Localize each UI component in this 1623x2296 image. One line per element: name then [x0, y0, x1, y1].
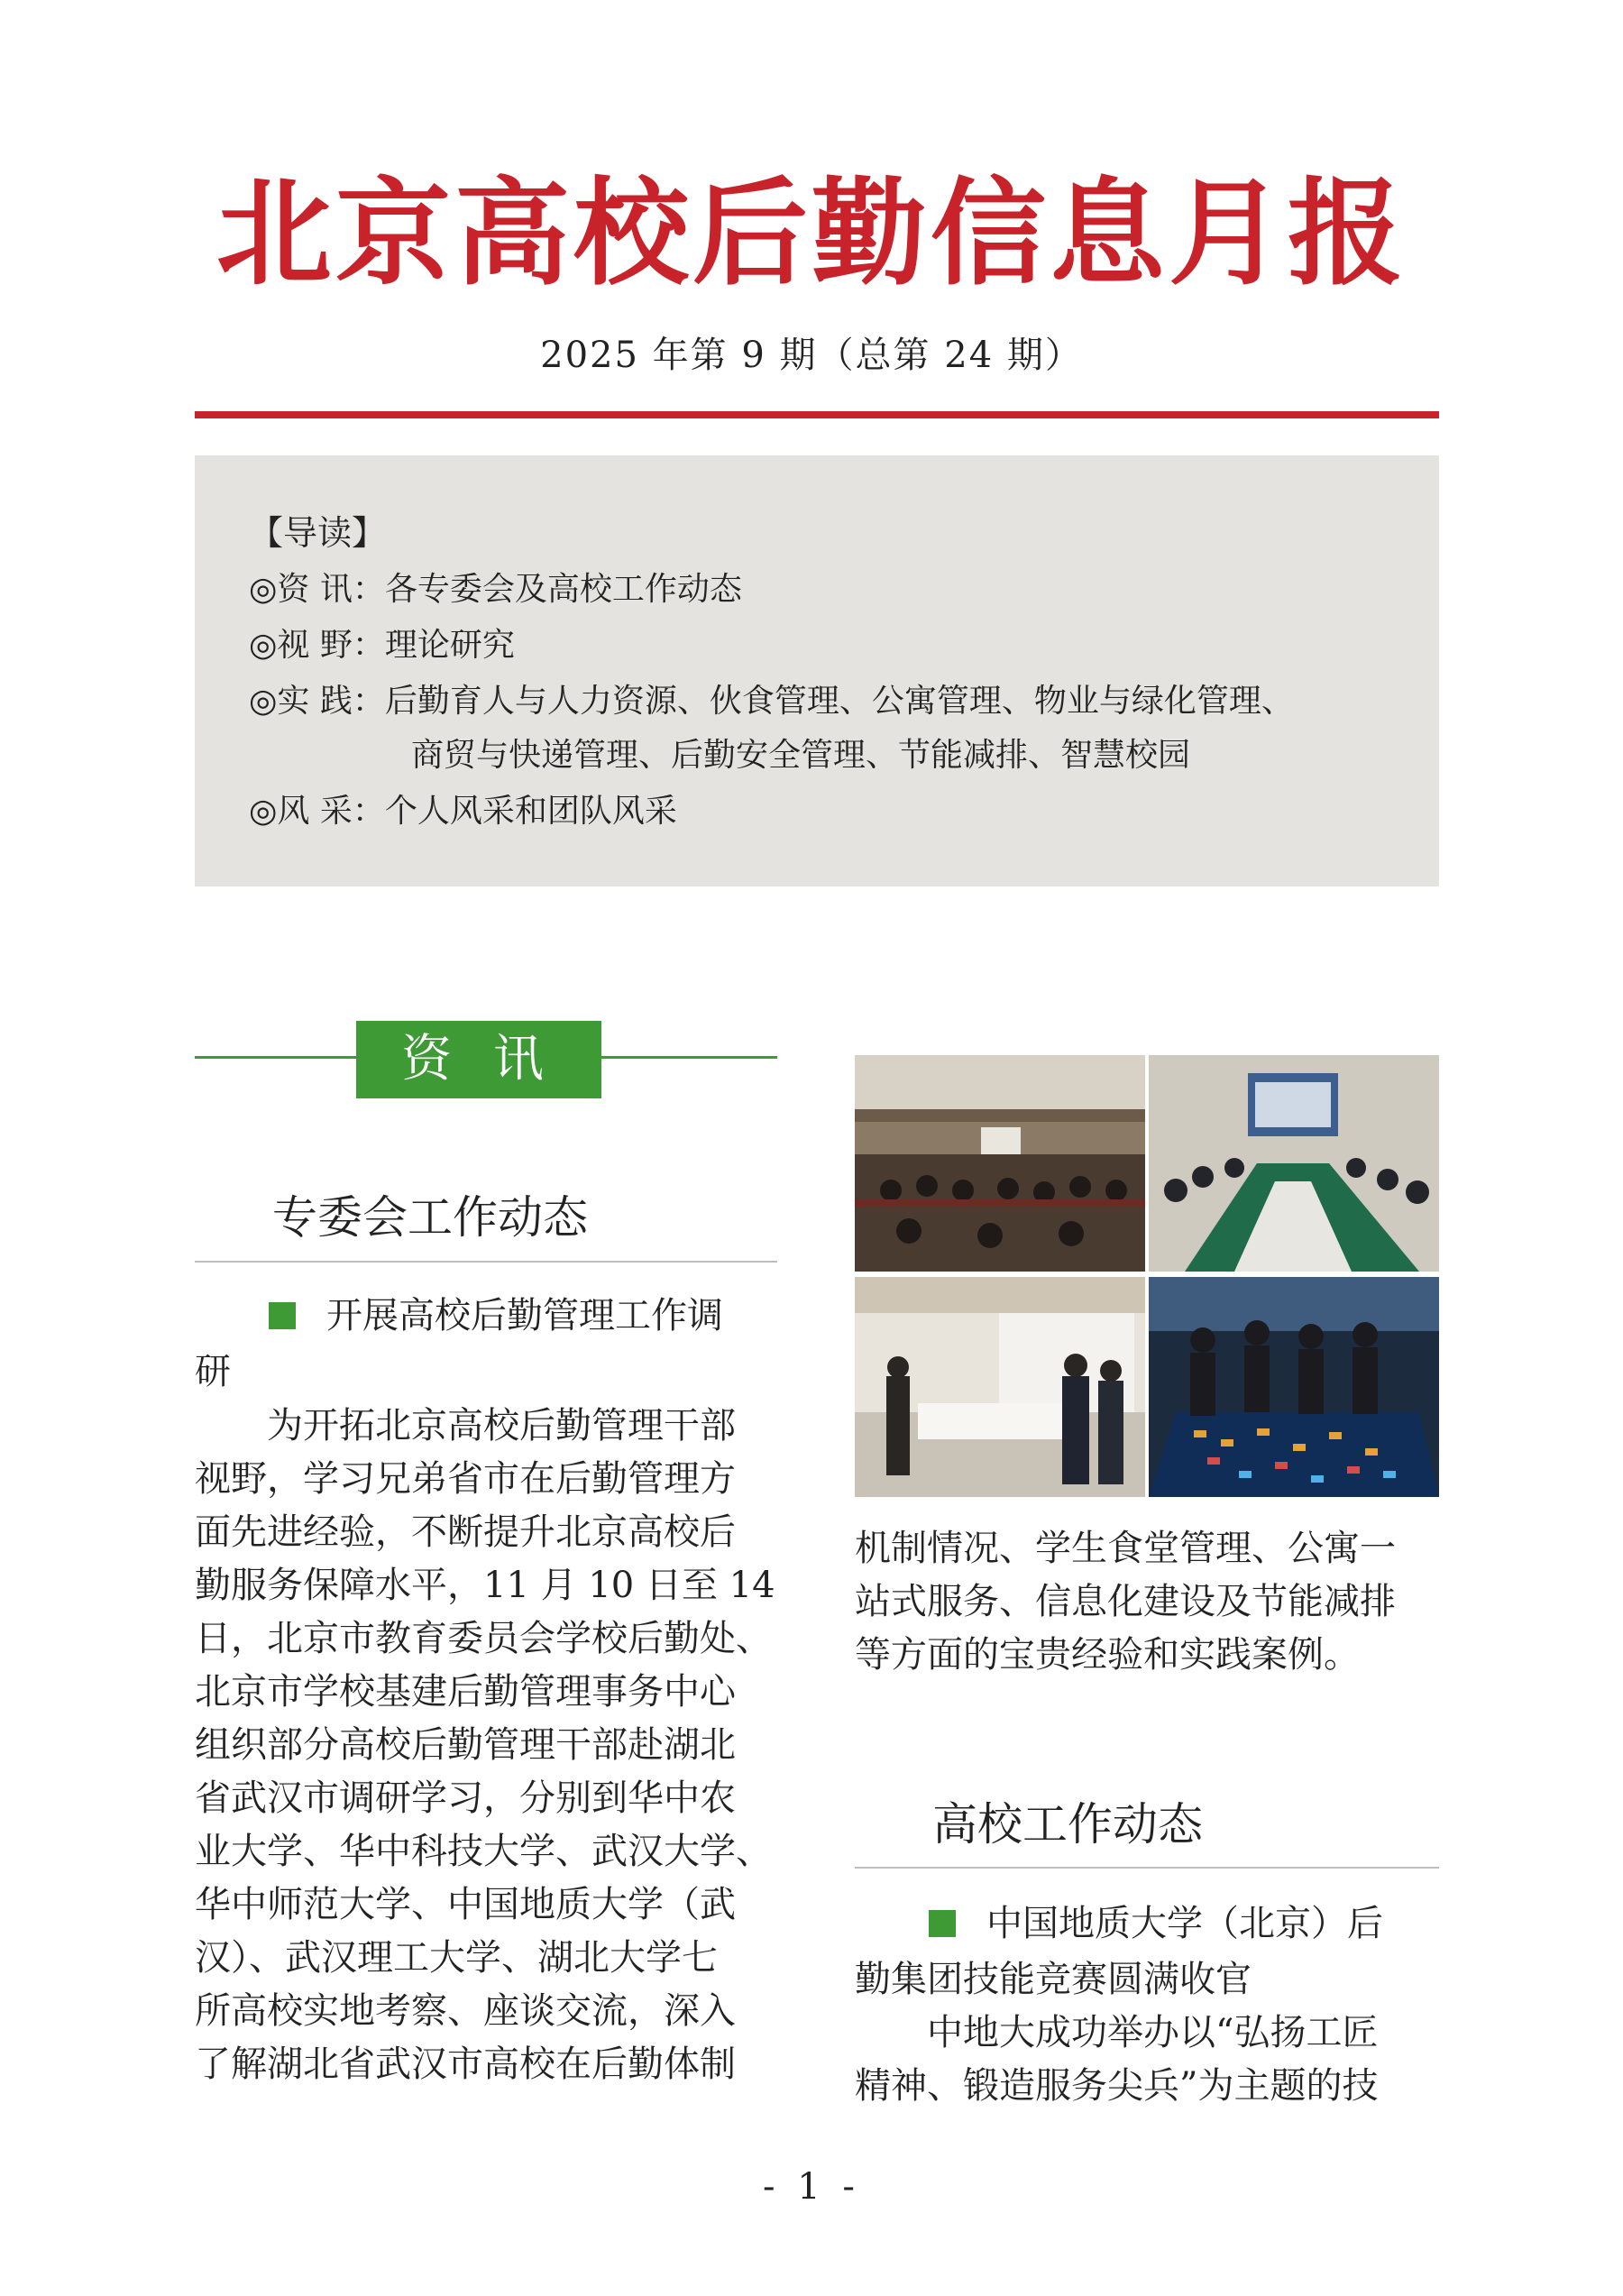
article-body — [855, 2007, 1441, 2113]
guide-item-label: ◎资 讯： — [249, 571, 385, 608]
meeting-hall-photo — [855, 1055, 1145, 1272]
section-line-right — [601, 1056, 777, 1059]
guide-item — [249, 564, 742, 610]
body-line: 业大学、华中科技大学、武汉大学、 — [195, 1831, 772, 1872]
article-title — [195, 1288, 790, 1400]
guide-item-text: 个人风采和团队风采 — [384, 793, 677, 830]
issue-number: 2025 年第 9 期（总第 24 期） — [540, 335, 1083, 376]
guide-item — [249, 675, 1294, 721]
body-line: 北京市学校基建后勤管理事务中心 — [195, 1671, 736, 1713]
guide-item — [249, 785, 677, 831]
section-badge: 资 讯 — [356, 1021, 601, 1098]
training-room-photo — [855, 1277, 1145, 1497]
body-line: 机制情况、学生食堂管理、公寓一 — [855, 1528, 1396, 1569]
body-line: 华中师范大学、中国地质大学（武 — [195, 1884, 736, 1925]
article-body-continued — [855, 1522, 1441, 1682]
guide-item — [249, 620, 515, 666]
newsletter-title: 北京高校后勤信息月报 — [215, 166, 1407, 301]
guide-item-text: 后勤育人与人力资源、伙食管理、公寓管理、物业与绿化管理、 — [384, 683, 1294, 720]
body-line: 勤服务保障水平，11 月 10 日至 14 — [195, 1565, 775, 1606]
guide-item-text: 各专委会及高校工作动态 — [384, 571, 742, 608]
body-line: 所高校实地考察、座谈交流，深入 — [195, 1990, 736, 2032]
article-body — [195, 1400, 781, 2091]
guide-item-label: ◎视 野： — [249, 627, 385, 664]
green-square-icon — [269, 1302, 296, 1329]
guide-heading: 【导读】 — [249, 513, 387, 553]
body-line: 面先进经验，不断提升北京高校后 — [195, 1511, 736, 1553]
article-title-line: 开展高校后勤管理工作调 — [326, 1295, 723, 1336]
section-line-left — [195, 1056, 356, 1059]
page-number: - 1 - — [763, 2166, 860, 2208]
body-line: 中地大成功举办以“弘扬工匠 — [855, 2012, 1379, 2053]
body-line: 视野，学习兄弟省市在后勤管理方 — [195, 1458, 736, 1500]
body-line: 汉）、武汉理工大学、湖北大学七 — [195, 1937, 718, 1979]
article-title-line: 研 — [195, 1351, 231, 1392]
article-title-line: 中国地质大学（北京）后 — [986, 1903, 1383, 1944]
body-line: 站式服务、信息化建设及节能减排 — [855, 1581, 1396, 1622]
body-line: 精神、锻造服务尖兵”为主题的技 — [855, 2065, 1379, 2107]
guide-item-continued: 商贸与快递管理、后勤安全管理、节能减排、智慧校园 — [411, 737, 1191, 774]
article-title-line: 勤集团技能竞赛圆满收官 — [855, 1959, 1252, 2000]
body-line: 省武汉市调研学习，分别到华中农 — [195, 1777, 736, 1819]
guide-box — [195, 455, 1439, 886]
body-line: 组织部分高校后勤管理干部赴湖北 — [195, 1724, 736, 1766]
sub-heading: 专委会工作动态 — [272, 1191, 588, 1244]
body-line: 为开拓北京高校后勤管理干部 — [195, 1405, 736, 1446]
photo-collage — [855, 1055, 1439, 1497]
conference-room-photo — [1149, 1055, 1439, 1272]
body-line: 日，北京市教育委员会学校后勤处、 — [195, 1618, 772, 1659]
sub-heading-rule — [855, 1867, 1439, 1869]
article-title — [855, 1896, 1450, 2007]
body-line: 等方面的宝贵经验和实践案例。 — [855, 1634, 1360, 1676]
guide-item-label: ◎实 践： — [249, 683, 385, 720]
sub-heading-rule — [195, 1261, 777, 1263]
body-line: 了解湖北省武汉市高校在后勤体制 — [195, 2043, 736, 2085]
title-divider — [195, 411, 1439, 418]
guide-item-text: 理论研究 — [384, 627, 515, 664]
sub-heading: 高校工作动态 — [932, 1798, 1203, 1851]
green-square-icon — [929, 1910, 956, 1937]
guide-item-label: ◎风 采： — [249, 793, 385, 830]
smart-campus-display-photo — [1149, 1277, 1439, 1497]
